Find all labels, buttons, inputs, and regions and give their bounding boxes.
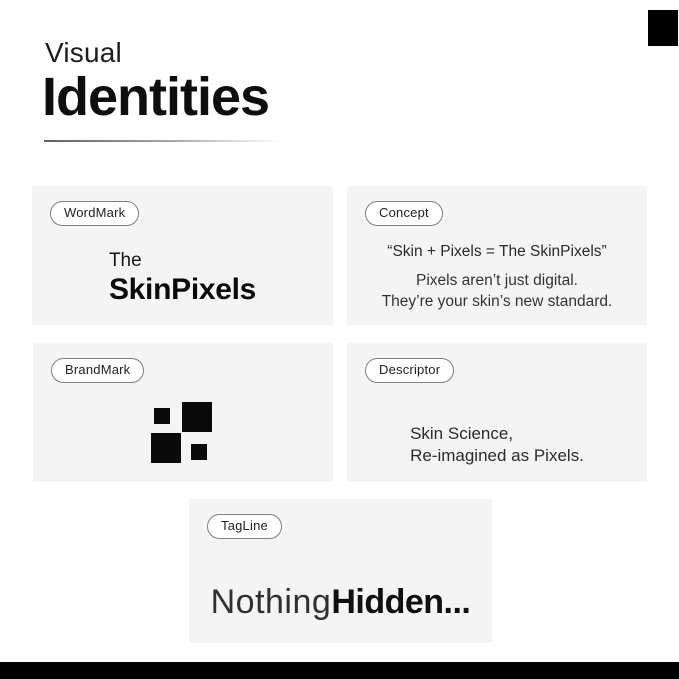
pixel-square-icon bbox=[154, 408, 170, 424]
page-title: Identities bbox=[42, 67, 270, 127]
card-tagline bbox=[189, 499, 492, 643]
card-concept bbox=[347, 186, 647, 325]
corner-pixel-square bbox=[648, 10, 678, 46]
pixel-square-icon bbox=[151, 433, 181, 463]
title-underline bbox=[44, 140, 280, 142]
wordmark-text bbox=[32, 250, 333, 307]
badge-wordmark: WordMark bbox=[50, 201, 139, 226]
concept-line: They’re your skin’s new standard. bbox=[381, 293, 613, 311]
tagline-text bbox=[189, 583, 492, 622]
card-descriptor bbox=[347, 343, 647, 482]
badge-concept: Concept bbox=[365, 201, 443, 226]
bottom-bar bbox=[0, 662, 679, 679]
badge-tagline: TagLine bbox=[207, 514, 282, 539]
badge-brandmark: BrandMark bbox=[51, 358, 144, 383]
tagline-bold: Hidden... bbox=[331, 583, 471, 621]
descriptor-line: Skin Science, bbox=[410, 424, 514, 443]
card-wordmark bbox=[32, 186, 333, 325]
pixel-square-icon bbox=[182, 402, 212, 432]
descriptor-text bbox=[347, 423, 647, 467]
concept-quote: “Skin + Pixels = The SkinPixels” bbox=[387, 243, 607, 260]
pixel-square-icon bbox=[191, 444, 207, 460]
tagline-thin: Nothing bbox=[210, 583, 332, 621]
wordmark-name: SkinPixels bbox=[108, 272, 257, 306]
concept-text bbox=[355, 242, 639, 312]
badge-descriptor: Descriptor bbox=[365, 358, 454, 383]
wordmark-the: The bbox=[108, 250, 142, 271]
header-eyebrow: Visual bbox=[45, 37, 122, 68]
descriptor-line: Re-imagined as Pixels. bbox=[410, 446, 584, 465]
concept-line: Pixels aren’t just digital. bbox=[416, 272, 578, 290]
brandmark-logo bbox=[151, 402, 212, 463]
card-brandmark bbox=[33, 343, 333, 482]
